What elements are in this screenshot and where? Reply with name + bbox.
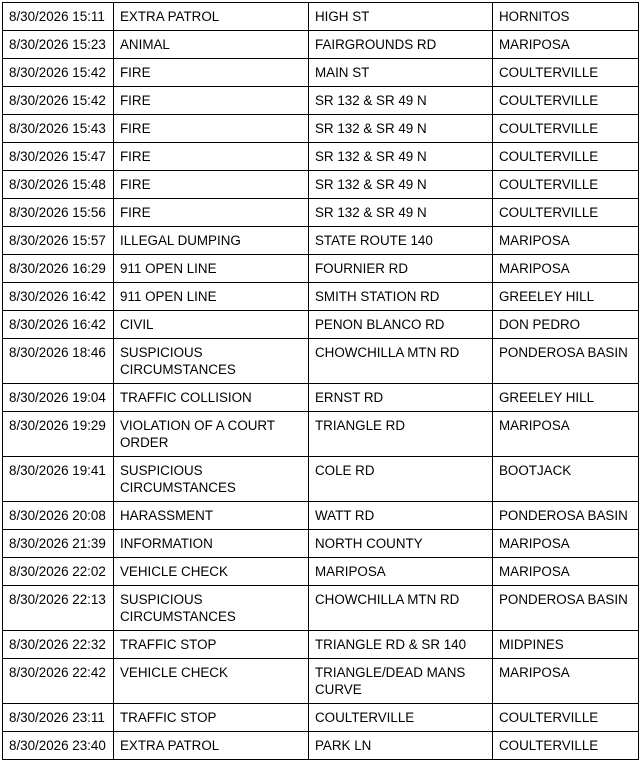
area-cell: GREELEY HILL xyxy=(493,283,639,311)
date-time-cell: 8/30/2026 15:47 xyxy=(3,143,114,171)
call-type-cell: SUSPICIOUS CIRCUMSTANCES xyxy=(114,339,309,384)
table-row xyxy=(3,87,639,115)
area-cell: MARIPOSA xyxy=(493,255,639,283)
table-row xyxy=(3,199,639,227)
table-row xyxy=(3,586,639,631)
area-cell: COULTERVILLE xyxy=(493,171,639,199)
date-time-cell: 8/30/2026 16:42 xyxy=(3,311,114,339)
call-log-table xyxy=(2,2,639,760)
location-cell: ERNST RD xyxy=(309,384,493,412)
call-type-cell: EXTRA PATROL xyxy=(114,3,309,31)
table-row xyxy=(3,558,639,586)
date-time-cell: 8/30/2026 16:42 xyxy=(3,283,114,311)
area-cell: PONDEROSA BASIN xyxy=(493,586,639,631)
call-type-cell: TRAFFIC COLLISION xyxy=(114,384,309,412)
area-cell: COULTERVILLE xyxy=(493,199,639,227)
call-type-cell: TRAFFIC STOP xyxy=(114,704,309,732)
area-cell: COULTERVILLE xyxy=(493,115,639,143)
table-row xyxy=(3,143,639,171)
table-row xyxy=(3,631,639,659)
area-cell: COULTERVILLE xyxy=(493,732,639,760)
call-type-cell: FIRE xyxy=(114,199,309,227)
area-cell: GREELEY HILL xyxy=(493,384,639,412)
area-cell: COULTERVILLE xyxy=(493,87,639,115)
table-row xyxy=(3,732,639,760)
table-row xyxy=(3,339,639,384)
call-type-cell: FIRE xyxy=(114,59,309,87)
date-time-cell: 8/30/2026 16:29 xyxy=(3,255,114,283)
table-row xyxy=(3,283,639,311)
location-cell: TRIANGLE/DEAD MANS CURVE xyxy=(309,659,493,704)
location-cell: COLE RD xyxy=(309,457,493,502)
date-time-cell: 8/30/2026 22:42 xyxy=(3,659,114,704)
location-cell: PARK LN xyxy=(309,732,493,760)
call-type-cell: CIVIL xyxy=(114,311,309,339)
date-time-cell: 8/30/2026 15:56 xyxy=(3,199,114,227)
table-row xyxy=(3,704,639,732)
table-row xyxy=(3,255,639,283)
call-type-cell: VIOLATION OF A COURT ORDER xyxy=(114,412,309,457)
date-time-cell: 8/30/2026 22:32 xyxy=(3,631,114,659)
date-time-cell: 8/30/2026 19:41 xyxy=(3,457,114,502)
call-type-cell: HARASSMENT xyxy=(114,502,309,530)
location-cell: NORTH COUNTY xyxy=(309,530,493,558)
location-cell: SR 132 & SR 49 N xyxy=(309,199,493,227)
call-type-cell: TRAFFIC STOP xyxy=(114,631,309,659)
call-type-cell: SUSPICIOUS CIRCUMSTANCES xyxy=(114,586,309,631)
call-type-cell: FIRE xyxy=(114,171,309,199)
table-row xyxy=(3,412,639,457)
table-row xyxy=(3,59,639,87)
area-cell: MARIPOSA xyxy=(493,31,639,59)
call-type-cell: 911 OPEN LINE xyxy=(114,255,309,283)
location-cell: FOURNIER RD xyxy=(309,255,493,283)
table-row xyxy=(3,3,639,31)
area-cell: PONDEROSA BASIN xyxy=(493,339,639,384)
area-cell: MARIPOSA xyxy=(493,227,639,255)
area-cell: MIDPINES xyxy=(493,631,639,659)
location-cell: MAIN ST xyxy=(309,59,493,87)
location-cell: SMITH STATION RD xyxy=(309,283,493,311)
table-row xyxy=(3,171,639,199)
date-time-cell: 8/30/2026 20:08 xyxy=(3,502,114,530)
location-cell: SR 132 & SR 49 N xyxy=(309,87,493,115)
area-cell: MARIPOSA xyxy=(493,412,639,457)
call-type-cell: ANIMAL xyxy=(114,31,309,59)
location-cell: CHOWCHILLA MTN RD xyxy=(309,586,493,631)
location-cell: FAIRGROUNDS RD xyxy=(309,31,493,59)
table-row xyxy=(3,530,639,558)
date-time-cell: 8/30/2026 15:23 xyxy=(3,31,114,59)
call-type-cell: INFORMATION xyxy=(114,530,309,558)
location-cell: COULTERVILLE xyxy=(309,704,493,732)
date-time-cell: 8/30/2026 15:42 xyxy=(3,87,114,115)
date-time-cell: 8/30/2026 23:11 xyxy=(3,704,114,732)
date-time-cell: 8/30/2026 15:48 xyxy=(3,171,114,199)
table-row xyxy=(3,457,639,502)
area-cell: MARIPOSA xyxy=(493,659,639,704)
date-time-cell: 8/30/2026 23:40 xyxy=(3,732,114,760)
location-cell: SR 132 & SR 49 N xyxy=(309,171,493,199)
location-cell: SR 132 & SR 49 N xyxy=(309,143,493,171)
call-type-cell: FIRE xyxy=(114,143,309,171)
location-cell: PENON BLANCO RD xyxy=(309,311,493,339)
call-type-cell: 911 OPEN LINE xyxy=(114,283,309,311)
location-cell: STATE ROUTE 140 xyxy=(309,227,493,255)
location-cell: CHOWCHILLA MTN RD xyxy=(309,339,493,384)
date-time-cell: 8/30/2026 19:04 xyxy=(3,384,114,412)
table-row xyxy=(3,384,639,412)
table-row xyxy=(3,502,639,530)
date-time-cell: 8/30/2026 15:57 xyxy=(3,227,114,255)
date-time-cell: 8/30/2026 15:11 xyxy=(3,3,114,31)
location-cell: TRIANGLE RD & SR 140 xyxy=(309,631,493,659)
call-type-cell: FIRE xyxy=(114,115,309,143)
call-log-body xyxy=(3,3,639,760)
area-cell: DON PEDRO xyxy=(493,311,639,339)
call-type-cell: SUSPICIOUS CIRCUMSTANCES xyxy=(114,457,309,502)
location-cell: TRIANGLE RD xyxy=(309,412,493,457)
date-time-cell: 8/30/2026 21:39 xyxy=(3,530,114,558)
call-type-cell: VEHICLE CHECK xyxy=(114,558,309,586)
location-cell: MARIPOSA xyxy=(309,558,493,586)
date-time-cell: 8/30/2026 22:13 xyxy=(3,586,114,631)
area-cell: MARIPOSA xyxy=(493,558,639,586)
call-type-cell: EXTRA PATROL xyxy=(114,732,309,760)
table-row xyxy=(3,311,639,339)
date-time-cell: 8/30/2026 15:43 xyxy=(3,115,114,143)
location-cell: SR 132 & SR 49 N xyxy=(309,115,493,143)
area-cell: COULTERVILLE xyxy=(493,704,639,732)
date-time-cell: 8/30/2026 18:46 xyxy=(3,339,114,384)
table-row xyxy=(3,659,639,704)
table-row xyxy=(3,31,639,59)
area-cell: COULTERVILLE xyxy=(493,143,639,171)
call-type-cell: ILLEGAL DUMPING xyxy=(114,227,309,255)
area-cell: HORNITOS xyxy=(493,3,639,31)
table-row xyxy=(3,227,639,255)
call-type-cell: FIRE xyxy=(114,87,309,115)
area-cell: BOOTJACK xyxy=(493,457,639,502)
date-time-cell: 8/30/2026 15:42 xyxy=(3,59,114,87)
area-cell: COULTERVILLE xyxy=(493,59,639,87)
date-time-cell: 8/30/2026 22:02 xyxy=(3,558,114,586)
location-cell: HIGH ST xyxy=(309,3,493,31)
location-cell: WATT RD xyxy=(309,502,493,530)
area-cell: MARIPOSA xyxy=(493,530,639,558)
table-row xyxy=(3,115,639,143)
area-cell: PONDEROSA BASIN xyxy=(493,502,639,530)
call-type-cell: VEHICLE CHECK xyxy=(114,659,309,704)
date-time-cell: 8/30/2026 19:29 xyxy=(3,412,114,457)
